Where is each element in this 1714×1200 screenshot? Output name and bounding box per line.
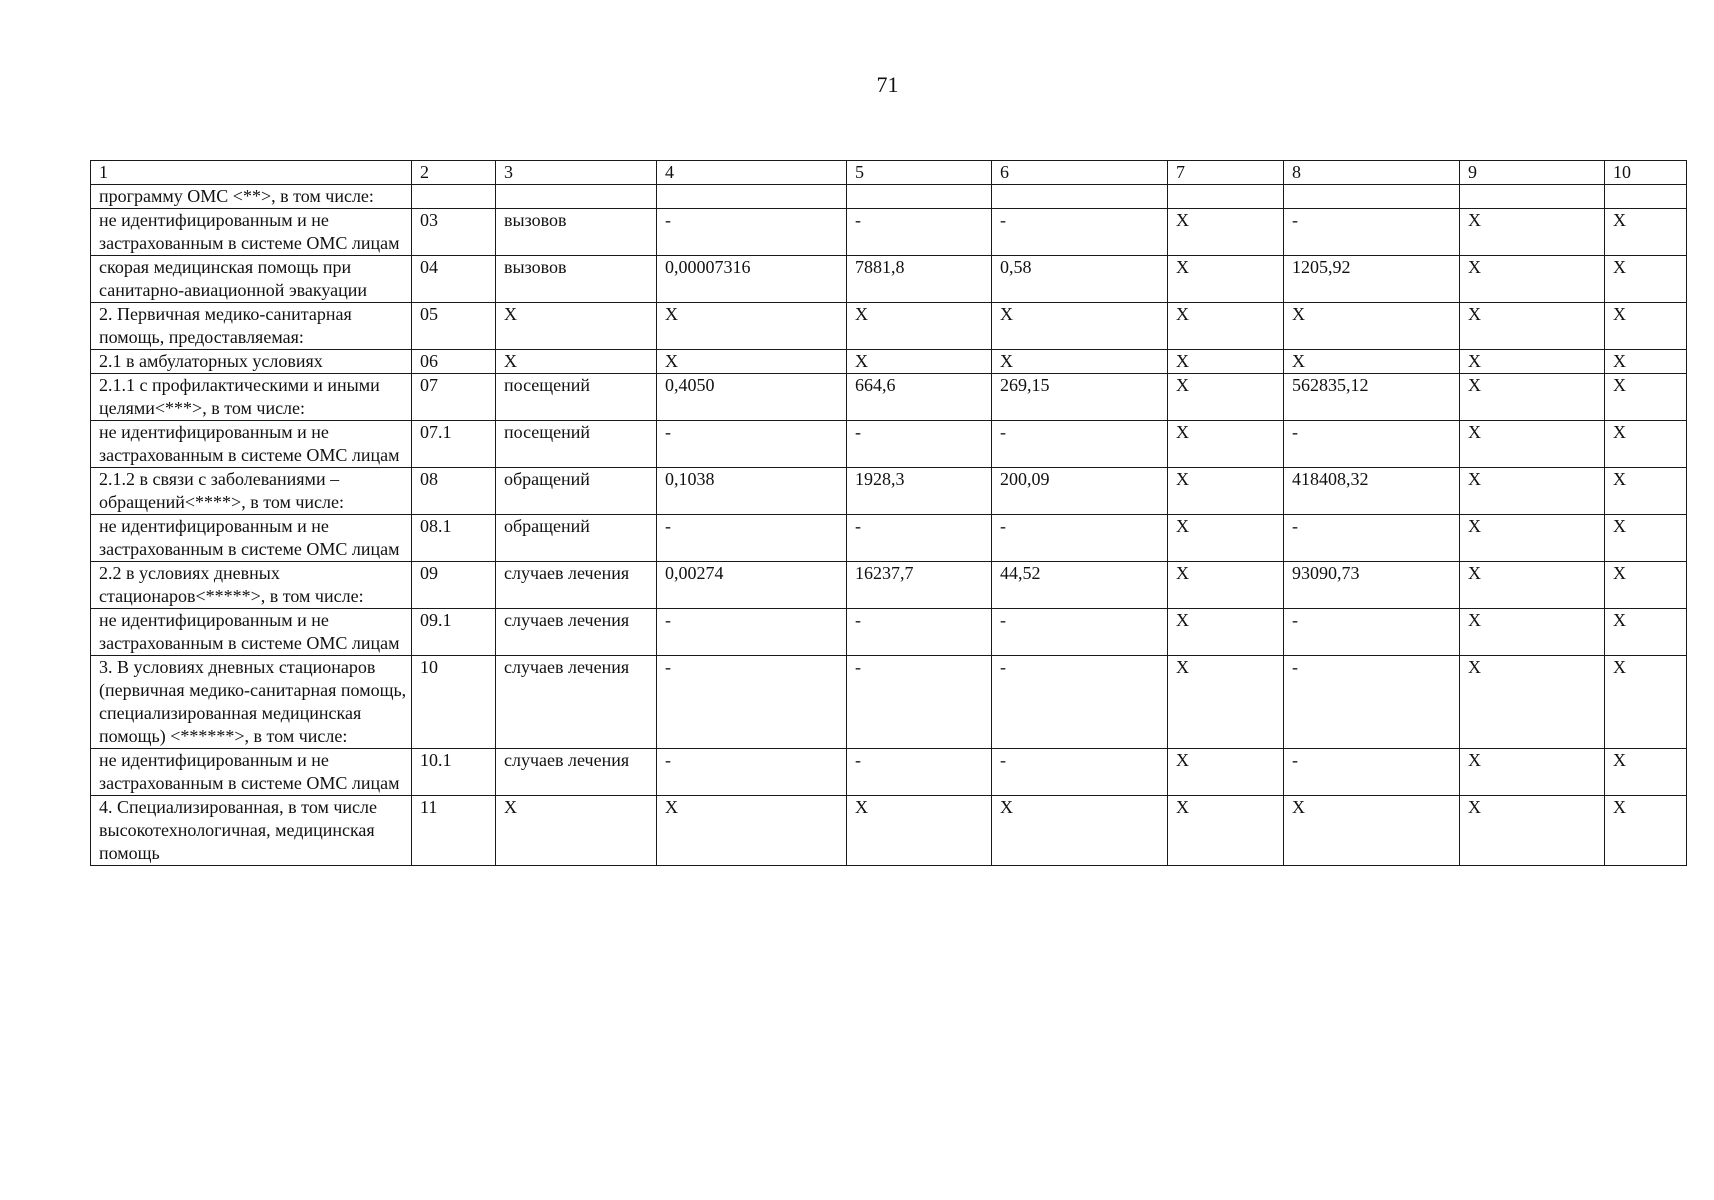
header-cell: 9 — [1460, 161, 1605, 185]
table-cell: X — [1460, 749, 1605, 796]
table-cell: 269,15 — [992, 374, 1168, 421]
table-cell — [1605, 185, 1687, 209]
table-cell: - — [847, 209, 992, 256]
table-cell: X — [1605, 421, 1687, 468]
table-cell: X — [1605, 562, 1687, 609]
table-cell: 562835,12 — [1284, 374, 1460, 421]
table-cell: случаев лечения — [496, 562, 657, 609]
table-row — [91, 796, 1687, 866]
table-cell: - — [657, 749, 847, 796]
table-cell: X — [657, 796, 847, 866]
table-cell: X — [1605, 256, 1687, 303]
table-row — [91, 374, 1687, 421]
table-cell: случаев лечения — [496, 749, 657, 796]
table-body — [91, 161, 1687, 866]
table-cell: X — [1605, 515, 1687, 562]
table-cell: - — [992, 749, 1168, 796]
table-cell: 664,6 — [847, 374, 992, 421]
table-cell: X — [1168, 350, 1284, 374]
table-cell: случаев лечения — [496, 656, 657, 749]
table-cell: X — [1605, 209, 1687, 256]
table-cell: 200,09 — [992, 468, 1168, 515]
table-row — [91, 562, 1687, 609]
table-cell: X — [847, 350, 992, 374]
table-cell: X — [1460, 656, 1605, 749]
table-cell: - — [657, 609, 847, 656]
table-cell: - — [847, 421, 992, 468]
table-cell: 03 — [412, 209, 496, 256]
table-cell: X — [1605, 656, 1687, 749]
table-cell: X — [1460, 468, 1605, 515]
table-cell: 09.1 — [412, 609, 496, 656]
table-row — [91, 749, 1687, 796]
table-cell: 05 — [412, 303, 496, 350]
table-cell: случаев лечения — [496, 609, 657, 656]
table-cell: X — [992, 796, 1168, 866]
table-row — [91, 209, 1687, 256]
table-cell: X — [1284, 303, 1460, 350]
table-cell: X — [1605, 749, 1687, 796]
table-cell: X — [1168, 749, 1284, 796]
table-row — [91, 515, 1687, 562]
table-cell: X — [1168, 562, 1284, 609]
row-label-cell: не идентифицированным и не застрахованным в системе ОМС лицам — [91, 421, 412, 468]
table-cell: X — [1168, 796, 1284, 866]
table-cell — [412, 185, 496, 209]
table-cell: - — [1284, 209, 1460, 256]
table-cell: X — [1168, 209, 1284, 256]
table-cell: - — [847, 609, 992, 656]
row-label-cell: не идентифицированным и не застрахованным в системе ОМС лицам — [91, 749, 412, 796]
table-cell: 0,1038 — [657, 468, 847, 515]
table-cell: - — [657, 421, 847, 468]
table-cell: - — [657, 656, 847, 749]
header-row — [91, 161, 1687, 185]
table-cell: X — [1168, 609, 1284, 656]
table-cell: - — [1284, 421, 1460, 468]
table-cell: X — [1605, 609, 1687, 656]
row-label-cell: скорая медицинская помощь при санитарно-авиационной эвакуации — [91, 256, 412, 303]
row-label-cell: 4. Специализированная, в том числе высокотехнологичная, медицинская помощь — [91, 796, 412, 866]
table-cell — [1168, 185, 1284, 209]
table-cell: X — [1168, 256, 1284, 303]
table-cell: X — [1460, 562, 1605, 609]
table-cell: X — [496, 350, 657, 374]
table-cell: X — [1460, 421, 1605, 468]
table-cell: 08.1 — [412, 515, 496, 562]
table-cell: 0,4050 — [657, 374, 847, 421]
table-cell: X — [847, 796, 992, 866]
table-cell: - — [992, 515, 1168, 562]
row-label-cell: не идентифицированным и не застрахованным в системе ОМС лицам — [91, 609, 412, 656]
table-cell — [496, 185, 657, 209]
table-cell: X — [1168, 656, 1284, 749]
header-cell: 1 — [91, 161, 412, 185]
table-cell: - — [992, 609, 1168, 656]
table-cell: X — [1460, 374, 1605, 421]
table-cell: 08 — [412, 468, 496, 515]
table-cell: 04 — [412, 256, 496, 303]
row-label-cell: 3. В условиях дневных стационаров (первичная медико-санитарная помощь, специализированная медицинская помощь) <******>, в том числе: — [91, 656, 412, 749]
table-cell: - — [992, 421, 1168, 468]
table-cell: 44,52 — [992, 562, 1168, 609]
header-cell: 6 — [992, 161, 1168, 185]
table-cell: вызовов — [496, 256, 657, 303]
table-cell: 93090,73 — [1284, 562, 1460, 609]
table-cell: обращений — [496, 515, 657, 562]
table-cell: X — [1460, 796, 1605, 866]
table-cell: 0,00274 — [657, 562, 847, 609]
table-row — [91, 421, 1687, 468]
table-cell: X — [1168, 374, 1284, 421]
row-label-cell: не идентифицированным и не застрахованным в системе ОМС лицам — [91, 515, 412, 562]
table-cell: X — [1168, 468, 1284, 515]
table-cell: 11 — [412, 796, 496, 866]
table-cell — [847, 185, 992, 209]
table-cell: X — [1605, 374, 1687, 421]
table-cell: 07 — [412, 374, 496, 421]
table-cell: X — [657, 303, 847, 350]
table-cell: X — [496, 303, 657, 350]
table-cell: - — [657, 209, 847, 256]
table-cell: X — [1460, 350, 1605, 374]
table-cell: X — [1460, 303, 1605, 350]
data-table — [90, 160, 1687, 866]
table-cell: X — [1168, 515, 1284, 562]
table-cell: - — [992, 209, 1168, 256]
table-cell: X — [1460, 209, 1605, 256]
row-label-cell: 2.1.2 в связи с заболеваниями – обращений<****>, в том числе: — [91, 468, 412, 515]
table-cell — [1460, 185, 1605, 209]
row-label-cell: 2.1 в амбулаторных условиях — [91, 350, 412, 374]
table-cell: вызовов — [496, 209, 657, 256]
header-cell: 7 — [1168, 161, 1284, 185]
table-row — [91, 609, 1687, 656]
table-cell: X — [1605, 303, 1687, 350]
table-cell: X — [1168, 421, 1284, 468]
table-cell: X — [496, 796, 657, 866]
row-label-cell: 2.2 в условиях дневных стационаров<*****>, в том числе: — [91, 562, 412, 609]
table-cell: X — [992, 350, 1168, 374]
header-cell: 5 — [847, 161, 992, 185]
table-cell: - — [1284, 609, 1460, 656]
table-cell — [1284, 185, 1460, 209]
table-cell: 10 — [412, 656, 496, 749]
header-cell: 3 — [496, 161, 657, 185]
table-row — [91, 256, 1687, 303]
table-row — [91, 350, 1687, 374]
table-row — [91, 468, 1687, 515]
header-cell: 4 — [657, 161, 847, 185]
table-cell — [992, 185, 1168, 209]
table-cell: 10.1 — [412, 749, 496, 796]
row-label-cell: 2.1.1 с профилактическими и иными целями<***>, в том числе: — [91, 374, 412, 421]
table-cell: 09 — [412, 562, 496, 609]
table-cell: X — [657, 350, 847, 374]
table-cell: X — [1168, 303, 1284, 350]
table-row — [91, 656, 1687, 749]
table-cell: X — [1605, 796, 1687, 866]
table-cell: - — [847, 515, 992, 562]
table-cell: 07.1 — [412, 421, 496, 468]
table-cell: X — [1284, 350, 1460, 374]
table-cell: посещений — [496, 421, 657, 468]
row-label-cell: 2. Первичная медико-санитарная помощь, предоставляемая: — [91, 303, 412, 350]
table-cell — [657, 185, 847, 209]
header-cell: 10 — [1605, 161, 1687, 185]
table-cell: X — [1605, 350, 1687, 374]
table-cell: 06 — [412, 350, 496, 374]
table-cell: 0,58 — [992, 256, 1168, 303]
table-cell: 0,00007316 — [657, 256, 847, 303]
table-cell: X — [1460, 609, 1605, 656]
table-cell: - — [992, 656, 1168, 749]
table-cell: X — [847, 303, 992, 350]
table-cell: - — [847, 749, 992, 796]
table-cell: X — [1460, 515, 1605, 562]
table-cell: - — [1284, 749, 1460, 796]
table-cell: посещений — [496, 374, 657, 421]
row-label-cell: программу ОМС <**>, в том числе: — [91, 185, 412, 209]
header-cell: 8 — [1284, 161, 1460, 185]
table-cell: - — [1284, 656, 1460, 749]
table-cell: X — [1460, 256, 1605, 303]
table-cell: X — [992, 303, 1168, 350]
table-cell: обращений — [496, 468, 657, 515]
table-cell: X — [1605, 468, 1687, 515]
table-cell: X — [1284, 796, 1460, 866]
table-row — [91, 185, 1687, 209]
row-label-cell: не идентифицированным и не застрахованным в системе ОМС лицам — [91, 209, 412, 256]
table-cell: - — [657, 515, 847, 562]
table-cell: - — [847, 656, 992, 749]
page-number: 71 — [876, 72, 899, 97]
table-cell: - — [1284, 515, 1460, 562]
table-cell: 418408,32 — [1284, 468, 1460, 515]
table-cell: 1928,3 — [847, 468, 992, 515]
table-cell: 16237,7 — [847, 562, 992, 609]
header-cell: 2 — [412, 161, 496, 185]
table-cell: 7881,8 — [847, 256, 992, 303]
table-row — [91, 303, 1687, 350]
table-cell: 1205,92 — [1284, 256, 1460, 303]
